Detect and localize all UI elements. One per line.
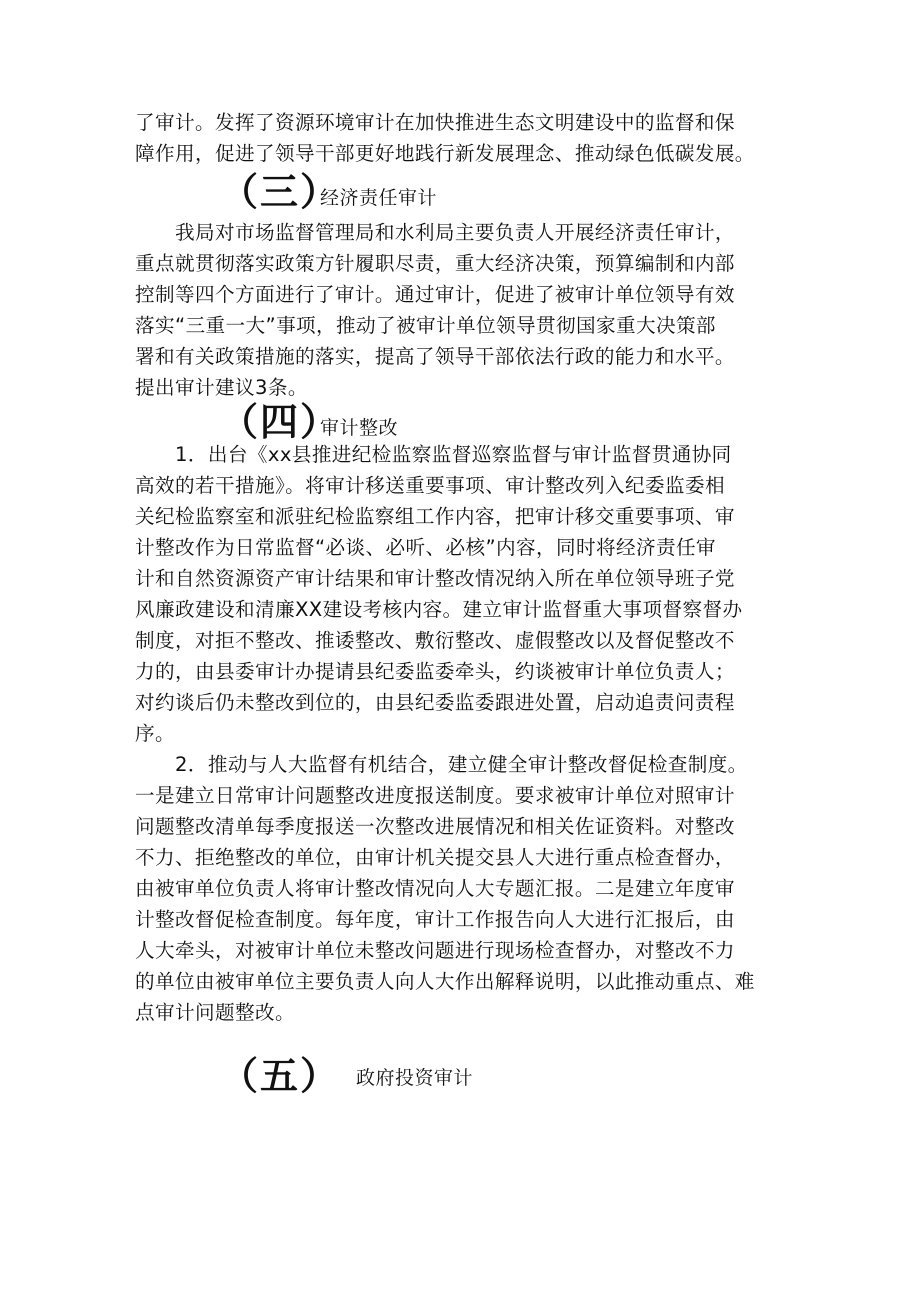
paragraph-line: 高效的若干措施》。将审计移送重要事项、审计整改列入纪委监委相 (135, 474, 726, 497)
paragraph-line: 计和自然资源资产审计结果和审计整改情况纳入所在单位领导班子党 (135, 567, 735, 590)
paragraph-line: 一是建立日常审计问题整改进度报送制度。要求被审计单位对照审计 (135, 784, 735, 807)
paragraph-line: 人大牵头，对被审计单位未整改问题进行现场检查督办，对整改不力 (135, 939, 735, 962)
paragraph-line: 计整改督促检查制度。每年度，审计工作报告向人大进行汇报后，由 (135, 908, 735, 931)
section-heading-3 (220, 168, 520, 216)
paragraph-line: 控制等四个方面进行了审计。通过审计，促进了被审计单位领导有效 (135, 283, 735, 306)
paragraph-line: 2．推动与人大监督有机结合，建立健全审计整改督促检查制度。 (135, 753, 748, 776)
paragraph-line: 计整改作为日常监督“必谈、必听、必核”内容，同时将经济责任审 (135, 536, 716, 559)
section-heading-4 (220, 398, 520, 446)
paragraph-line: 1．出台《xx县推进纪检监察监督巡察监督与审计监督贯通协同 (135, 443, 732, 466)
paragraph-line: 序。 (135, 722, 175, 745)
paragraph-line: 问题整改清单每季度报送一次整改进展情况和相关佐证资料。对整改 (135, 815, 735, 838)
paragraph-line: 提出审计建议3条。 (135, 376, 308, 399)
paragraph-line: 落实“三重一大”事项，推动了被审计单位领导贯彻国家重大决策部 (135, 314, 716, 337)
paragraph-line: 关纪检监察室和派驻纪检监察组工作内容，把审计移交重要事项、审 (135, 505, 735, 528)
paragraph-line: 我局对市场监督管理局和水利局主要负责人开展经济责任审计， (135, 221, 735, 244)
paragraph-line: 署和有关政策措施的落实，提高了领导干部依法行政的能力和水平。 (135, 345, 735, 368)
paragraph-line: 不力、拒绝整改的单位，由审计机关提交县人大进行重点检查督办， (135, 846, 735, 869)
paragraph-line: 风廉政建设和清廉XX建设考核内容。建立审计监督重大事项督察督办 (135, 598, 743, 621)
section-title: 审计整改 (320, 417, 399, 439)
paragraph-line: 对约谈后仍未整改到位的，由县纪委监委跟进处置，启动追责问责程 (135, 691, 735, 714)
paragraph-line: 重点就贯彻落实政策方针履职尽责，重大经济决策，预算编制和内部 (135, 252, 735, 275)
section-heading-5 (220, 1052, 540, 1100)
section-title: 政府投资审计 (356, 1067, 474, 1089)
paragraph-line: 由被审单位负责人将审计整改情况向人大专题汇报。二是建立年度审 (135, 877, 735, 900)
paragraph-line: 力的，由县委审计办提请县纪委监委牵头，约谈被审计单位负责人； (135, 660, 735, 683)
section-number: （四） (220, 400, 341, 444)
paragraph-line: 的单位由被审单位主要负责人向人大作出解释说明，以此推动重点、难 (135, 970, 755, 993)
section-number: （五） (220, 1054, 341, 1098)
paragraph-line: 点审计问题整改。 (135, 1001, 295, 1024)
paragraph-line: 了审计。发挥了资源环境审计在加快推进生态文明建设中的监督和保 (135, 111, 735, 134)
paragraph-line: 制度，对拒不整改、推诿整改、敷衍整改、虚假整改以及督促整改不 (135, 629, 735, 652)
paragraph-line: 障作用，促进了领导干部更好地践行新发展理念、推动绿色低碳发展。 (135, 142, 755, 165)
section-number: （三） (220, 170, 341, 214)
section-title: 经济责任审计 (320, 187, 438, 209)
